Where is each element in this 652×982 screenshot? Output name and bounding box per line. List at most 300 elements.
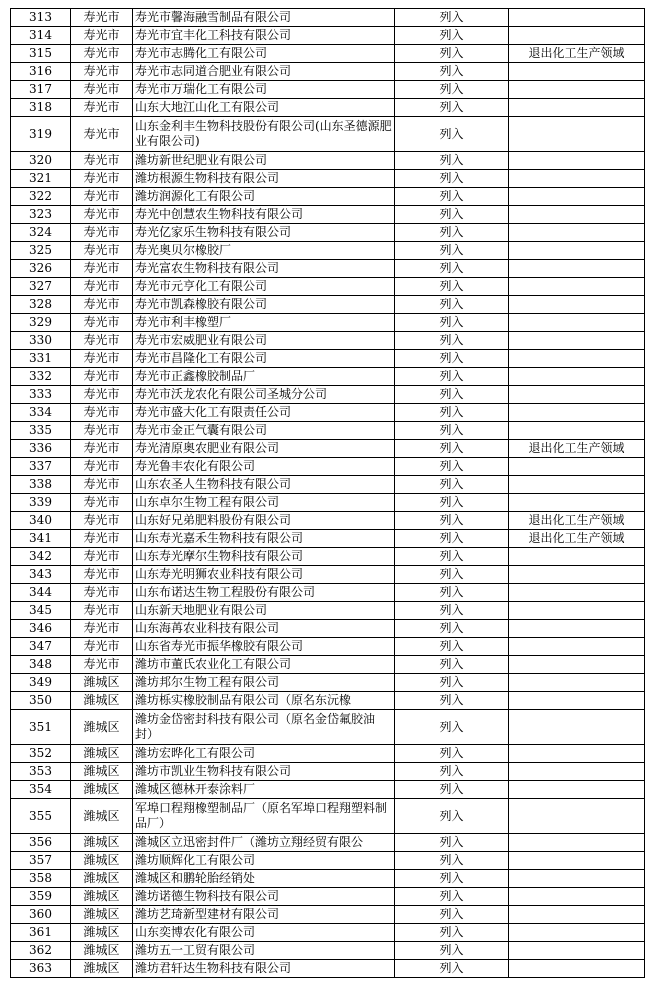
table-row: [11, 530, 645, 548]
status-cell: 列入: [395, 960, 509, 978]
status-cell: 列入: [395, 781, 509, 799]
city-cell: 寿光市: [71, 386, 133, 404]
company-name-cell: 寿光市宏威肥业有限公司: [133, 332, 395, 350]
note-cell: [509, 278, 645, 296]
note-cell: [509, 422, 645, 440]
company-name-cell: 寿光市金正气囊有限公司: [133, 422, 395, 440]
row-number: 324: [11, 224, 71, 242]
status-cell: 列入: [395, 512, 509, 530]
city-cell: 寿光市: [71, 620, 133, 638]
row-number: 359: [11, 888, 71, 906]
company-name-cell: 山东布诺达生物工程股份有限公司: [133, 584, 395, 602]
row-number: 341: [11, 530, 71, 548]
row-number: 353: [11, 763, 71, 781]
city-cell: 潍城区: [71, 870, 133, 888]
status-cell: 列入: [395, 548, 509, 566]
company-name-cell: 寿光市正鑫橡胶制品厂: [133, 368, 395, 386]
note-cell: [509, 781, 645, 799]
company-name-cell: 潍坊邦尔生物工程有限公司: [133, 674, 395, 692]
row-number: 345: [11, 602, 71, 620]
note-cell: [509, 9, 645, 27]
status-cell: 列入: [395, 710, 509, 745]
status-cell: 列入: [395, 584, 509, 602]
status-cell: 列入: [395, 620, 509, 638]
table-row: [11, 206, 645, 224]
company-name-cell: 潍坊市董氏农业化工有限公司: [133, 656, 395, 674]
city-cell: 寿光市: [71, 584, 133, 602]
city-cell: 潍城区: [71, 852, 133, 870]
table-row: [11, 81, 645, 99]
note-cell: [509, 350, 645, 368]
status-cell: 列入: [395, 9, 509, 27]
status-cell: 列入: [395, 494, 509, 512]
note-cell: [509, 188, 645, 206]
note-cell: [509, 152, 645, 170]
status-cell: 列入: [395, 763, 509, 781]
row-number: 322: [11, 188, 71, 206]
company-name-cell: 寿光市沃龙农化有限公司圣城分公司: [133, 386, 395, 404]
company-name-cell: 寿光奥贝尔橡胶厂: [133, 242, 395, 260]
note-cell: [509, 170, 645, 188]
company-name-cell: 军埠口程翔橡塑制品厂（原名军埠口程翔塑料制品厂）: [133, 799, 395, 834]
note-cell: [509, 81, 645, 99]
table-row: [11, 942, 645, 960]
status-cell: 列入: [395, 117, 509, 152]
company-name-cell: 潍坊宏晔化工有限公司: [133, 745, 395, 763]
table-row: [11, 368, 645, 386]
note-cell: [509, 296, 645, 314]
table-row: [11, 763, 645, 781]
table-row: [11, 602, 645, 620]
status-cell: 列入: [395, 422, 509, 440]
city-cell: 潍城区: [71, 674, 133, 692]
company-name-cell: 潍坊新世纪肥业有限公司: [133, 152, 395, 170]
city-cell: 寿光市: [71, 296, 133, 314]
city-cell: 寿光市: [71, 9, 133, 27]
row-number: 346: [11, 620, 71, 638]
company-name-cell: 山东大地江山化工有限公司: [133, 99, 395, 117]
table-row: [11, 332, 645, 350]
company-name-cell: 潍坊君轩达生物科技有限公司: [133, 960, 395, 978]
city-cell: 寿光市: [71, 314, 133, 332]
table-row: [11, 99, 645, 117]
company-name-cell: 寿光市凯森橡胶有限公司: [133, 296, 395, 314]
status-cell: 列入: [395, 152, 509, 170]
status-cell: 列入: [395, 799, 509, 834]
row-number: 316: [11, 63, 71, 81]
status-cell: 列入: [395, 350, 509, 368]
company-name-cell: 寿光富农生物科技有限公司: [133, 260, 395, 278]
table-row: [11, 27, 645, 45]
note-cell: [509, 942, 645, 960]
table-row: [11, 924, 645, 942]
city-cell: 寿光市: [71, 260, 133, 278]
city-cell: 寿光市: [71, 638, 133, 656]
city-cell: 寿光市: [71, 656, 133, 674]
city-cell: 潍城区: [71, 924, 133, 942]
row-number: 334: [11, 404, 71, 422]
status-cell: 列入: [395, 278, 509, 296]
table-row: [11, 117, 645, 152]
row-number: 332: [11, 368, 71, 386]
city-cell: 寿光市: [71, 404, 133, 422]
note-cell: [509, 674, 645, 692]
city-cell: 潍城区: [71, 781, 133, 799]
note-cell: [509, 99, 645, 117]
status-cell: 列入: [395, 99, 509, 117]
status-cell: 列入: [395, 224, 509, 242]
note-cell: [509, 692, 645, 710]
status-cell: 列入: [395, 440, 509, 458]
note-cell: [509, 368, 645, 386]
note-cell: [509, 906, 645, 924]
city-cell: 寿光市: [71, 476, 133, 494]
city-cell: 寿光市: [71, 206, 133, 224]
city-cell: 寿光市: [71, 332, 133, 350]
company-name-cell: 寿光市昌隆化工有限公司: [133, 350, 395, 368]
row-number: 326: [11, 260, 71, 278]
table-row: [11, 476, 645, 494]
row-number: 361: [11, 924, 71, 942]
status-cell: 列入: [395, 745, 509, 763]
note-cell: [509, 852, 645, 870]
company-name-cell: 山东奕博农化有限公司: [133, 924, 395, 942]
row-number: 360: [11, 906, 71, 924]
city-cell: 寿光市: [71, 350, 133, 368]
note-cell: [509, 584, 645, 602]
city-cell: 潍城区: [71, 710, 133, 745]
note-cell: [509, 745, 645, 763]
status-cell: 列入: [395, 260, 509, 278]
table-row: [11, 799, 645, 834]
company-name-cell: 潍坊润源化工有限公司: [133, 188, 395, 206]
company-name-cell: 寿光中创慧农生物科技有限公司: [133, 206, 395, 224]
table-row: [11, 404, 645, 422]
row-number: 330: [11, 332, 71, 350]
status-cell: 列入: [395, 368, 509, 386]
company-name-cell: 寿光市志腾化工有限公司: [133, 45, 395, 63]
company-name-cell: 山东新天地肥业有限公司: [133, 602, 395, 620]
company-name-cell: 山东金利丰生物科技股份有限公司(山东圣德源肥业有限公司): [133, 117, 395, 152]
city-cell: 寿光市: [71, 494, 133, 512]
table-row: [11, 906, 645, 924]
note-cell: [509, 834, 645, 852]
table-row: [11, 63, 645, 81]
row-number: 319: [11, 117, 71, 152]
row-number: 314: [11, 27, 71, 45]
row-number: 338: [11, 476, 71, 494]
status-cell: 列入: [395, 188, 509, 206]
city-cell: 潍城区: [71, 960, 133, 978]
status-cell: 列入: [395, 45, 509, 63]
row-number: 336: [11, 440, 71, 458]
city-cell: 寿光市: [71, 99, 133, 117]
table-row: [11, 852, 645, 870]
status-cell: 列入: [395, 638, 509, 656]
note-cell: [509, 206, 645, 224]
company-name-cell: 潍坊市凯业生物科技有限公司: [133, 763, 395, 781]
city-cell: 寿光市: [71, 458, 133, 476]
note-cell: [509, 260, 645, 278]
status-cell: 列入: [395, 314, 509, 332]
table-row: [11, 242, 645, 260]
row-number: 313: [11, 9, 71, 27]
status-cell: 列入: [395, 81, 509, 99]
table-row: [11, 260, 645, 278]
status-cell: 列入: [395, 602, 509, 620]
company-name-cell: 潍城区立迅密封件厂（潍坊立翔经贸有限公: [133, 834, 395, 852]
note-cell: [509, 620, 645, 638]
table-row: [11, 960, 645, 978]
status-cell: 列入: [395, 296, 509, 314]
row-number: 352: [11, 745, 71, 763]
note-cell: [509, 242, 645, 260]
row-number: 362: [11, 942, 71, 960]
note-cell: [509, 710, 645, 745]
city-cell: 寿光市: [71, 530, 133, 548]
table-row: [11, 710, 645, 745]
table-row: [11, 170, 645, 188]
city-cell: 潍城区: [71, 745, 133, 763]
company-name-cell: 山东卓尔生物工程有限公司: [133, 494, 395, 512]
company-name-cell: 山东好兄弟肥料股份有限公司: [133, 512, 395, 530]
status-cell: 列入: [395, 63, 509, 81]
table-row: [11, 386, 645, 404]
city-cell: 寿光市: [71, 81, 133, 99]
company-name-cell: 潍坊诺德生物科技有限公司: [133, 888, 395, 906]
company-name-cell: 山东寿光明狮农业科技有限公司: [133, 566, 395, 584]
note-cell: [509, 924, 645, 942]
city-cell: 寿光市: [71, 224, 133, 242]
row-number: 333: [11, 386, 71, 404]
status-cell: 列入: [395, 852, 509, 870]
table-row: [11, 422, 645, 440]
city-cell: 寿光市: [71, 63, 133, 81]
table-row: [11, 494, 645, 512]
row-number: 328: [11, 296, 71, 314]
city-cell: 寿光市: [71, 512, 133, 530]
company-name-cell: 寿光市利丰橡塑厂: [133, 314, 395, 332]
note-cell: [509, 888, 645, 906]
city-cell: 潍城区: [71, 799, 133, 834]
note-cell: [509, 117, 645, 152]
table-row: [11, 440, 645, 458]
city-cell: 寿光市: [71, 27, 133, 45]
row-number: 329: [11, 314, 71, 332]
company-name-cell: 潍城区德林开泰涂料厂: [133, 781, 395, 799]
table-row: [11, 566, 645, 584]
table-row: [11, 45, 645, 63]
table-row: [11, 692, 645, 710]
row-number: 356: [11, 834, 71, 852]
city-cell: 潍城区: [71, 763, 133, 781]
note-cell: [509, 386, 645, 404]
row-number: 323: [11, 206, 71, 224]
row-number: 317: [11, 81, 71, 99]
note-cell: [509, 763, 645, 781]
table-row: [11, 870, 645, 888]
company-name-cell: 寿光市宜丰化工科技有限公司: [133, 27, 395, 45]
row-number: 358: [11, 870, 71, 888]
company-name-cell: 寿光市元亨化工有限公司: [133, 278, 395, 296]
table-row: [11, 458, 645, 476]
table-row: [11, 224, 645, 242]
row-number: 348: [11, 656, 71, 674]
row-number: 325: [11, 242, 71, 260]
city-cell: 寿光市: [71, 422, 133, 440]
company-name-cell: 山东海苒农业科技有限公司: [133, 620, 395, 638]
company-name-cell: 潍坊艺琦新型建材有限公司: [133, 906, 395, 924]
status-cell: 列入: [395, 458, 509, 476]
note-cell: [509, 314, 645, 332]
note-cell: [509, 494, 645, 512]
company-name-cell: 潍坊栎实橡胶制品有限公司（原名东沅橡: [133, 692, 395, 710]
company-name-cell: 潍城区和鹏轮胎经销处: [133, 870, 395, 888]
city-cell: 寿光市: [71, 170, 133, 188]
table-row: [11, 548, 645, 566]
status-cell: 列入: [395, 566, 509, 584]
note-cell: [509, 224, 645, 242]
company-name-cell: 山东省寿光市振华橡胶有限公司: [133, 638, 395, 656]
status-cell: 列入: [395, 332, 509, 350]
note-cell: [509, 960, 645, 978]
row-number: 320: [11, 152, 71, 170]
row-number: 337: [11, 458, 71, 476]
status-cell: 列入: [395, 888, 509, 906]
status-cell: 列入: [395, 870, 509, 888]
status-cell: 列入: [395, 906, 509, 924]
status-cell: 列入: [395, 170, 509, 188]
enterprise-list-table: [10, 8, 645, 978]
city-cell: 寿光市: [71, 440, 133, 458]
note-cell: [509, 799, 645, 834]
company-name-cell: 寿光市馨海融雪制品有限公司: [133, 9, 395, 27]
row-number: 335: [11, 422, 71, 440]
table-row: [11, 152, 645, 170]
row-number: 315: [11, 45, 71, 63]
table-row: [11, 888, 645, 906]
row-number: 355: [11, 799, 71, 834]
city-cell: 寿光市: [71, 152, 133, 170]
city-cell: 寿光市: [71, 368, 133, 386]
table-row: [11, 620, 645, 638]
status-cell: 列入: [395, 674, 509, 692]
company-name-cell: 潍坊五一工贸有限公司: [133, 942, 395, 960]
row-number: 340: [11, 512, 71, 530]
row-number: 354: [11, 781, 71, 799]
status-cell: 列入: [395, 404, 509, 422]
status-cell: 列入: [395, 834, 509, 852]
note-cell: [509, 476, 645, 494]
status-cell: 列入: [395, 530, 509, 548]
company-name-cell: 寿光鲁丰农化有限公司: [133, 458, 395, 476]
row-number: 351: [11, 710, 71, 745]
city-cell: 寿光市: [71, 45, 133, 63]
note-cell: 退出化工生产领域: [509, 530, 645, 548]
table-row: [11, 834, 645, 852]
city-cell: 寿光市: [71, 242, 133, 260]
note-cell: [509, 63, 645, 81]
table-row: [11, 9, 645, 27]
company-name-cell: 山东农圣人生物科技有限公司: [133, 476, 395, 494]
table-row: [11, 656, 645, 674]
row-number: 318: [11, 99, 71, 117]
note-cell: [509, 602, 645, 620]
city-cell: 寿光市: [71, 602, 133, 620]
status-cell: 列入: [395, 942, 509, 960]
note-cell: [509, 638, 645, 656]
table-row: [11, 674, 645, 692]
status-cell: 列入: [395, 656, 509, 674]
table-row: [11, 350, 645, 368]
company-name-cell: 寿光市盛大化工有限责任公司: [133, 404, 395, 422]
table-row: [11, 584, 645, 602]
company-name-cell: 寿光市志同道合肥业有限公司: [133, 63, 395, 81]
row-number: 321: [11, 170, 71, 188]
note-cell: [509, 870, 645, 888]
company-name-cell: 潍坊金岱密封科技有限公司（原名金岱氟胶油封）: [133, 710, 395, 745]
row-number: 342: [11, 548, 71, 566]
note-cell: [509, 332, 645, 350]
note-cell: 退出化工生产领域: [509, 440, 645, 458]
status-cell: 列入: [395, 27, 509, 45]
note-cell: 退出化工生产领域: [509, 512, 645, 530]
row-number: 343: [11, 566, 71, 584]
table-body: [11, 9, 645, 978]
city-cell: 寿光市: [71, 117, 133, 152]
city-cell: 潍城区: [71, 942, 133, 960]
row-number: 363: [11, 960, 71, 978]
city-cell: 潍城区: [71, 906, 133, 924]
city-cell: 寿光市: [71, 278, 133, 296]
row-number: 349: [11, 674, 71, 692]
status-cell: 列入: [395, 476, 509, 494]
note-cell: [509, 458, 645, 476]
row-number: 339: [11, 494, 71, 512]
note-cell: [509, 566, 645, 584]
row-number: 357: [11, 852, 71, 870]
city-cell: 潍城区: [71, 834, 133, 852]
note-cell: [509, 656, 645, 674]
status-cell: 列入: [395, 206, 509, 224]
company-name-cell: 寿光市万瑞化工有限公司: [133, 81, 395, 99]
city-cell: 寿光市: [71, 548, 133, 566]
company-name-cell: 山东寿光摩尔生物科技有限公司: [133, 548, 395, 566]
table-row: [11, 638, 645, 656]
table-row: [11, 278, 645, 296]
city-cell: 潍城区: [71, 888, 133, 906]
note-cell: 退出化工生产领域: [509, 45, 645, 63]
status-cell: 列入: [395, 386, 509, 404]
city-cell: 寿光市: [71, 566, 133, 584]
company-name-cell: 寿光亿家乐生物科技有限公司: [133, 224, 395, 242]
company-name-cell: 潍坊根源生物科技有限公司: [133, 170, 395, 188]
company-name-cell: 山东寿光嘉禾生物科技有限公司: [133, 530, 395, 548]
company-name-cell: 潍坊顺辉化工有限公司: [133, 852, 395, 870]
status-cell: 列入: [395, 242, 509, 260]
company-name-cell: 寿光清原奥农肥业有限公司: [133, 440, 395, 458]
status-cell: 列入: [395, 692, 509, 710]
row-number: 344: [11, 584, 71, 602]
status-cell: 列入: [395, 924, 509, 942]
city-cell: 寿光市: [71, 188, 133, 206]
city-cell: 潍城区: [71, 692, 133, 710]
row-number: 331: [11, 350, 71, 368]
table-row: [11, 781, 645, 799]
row-number: 347: [11, 638, 71, 656]
row-number: 327: [11, 278, 71, 296]
row-number: 350: [11, 692, 71, 710]
